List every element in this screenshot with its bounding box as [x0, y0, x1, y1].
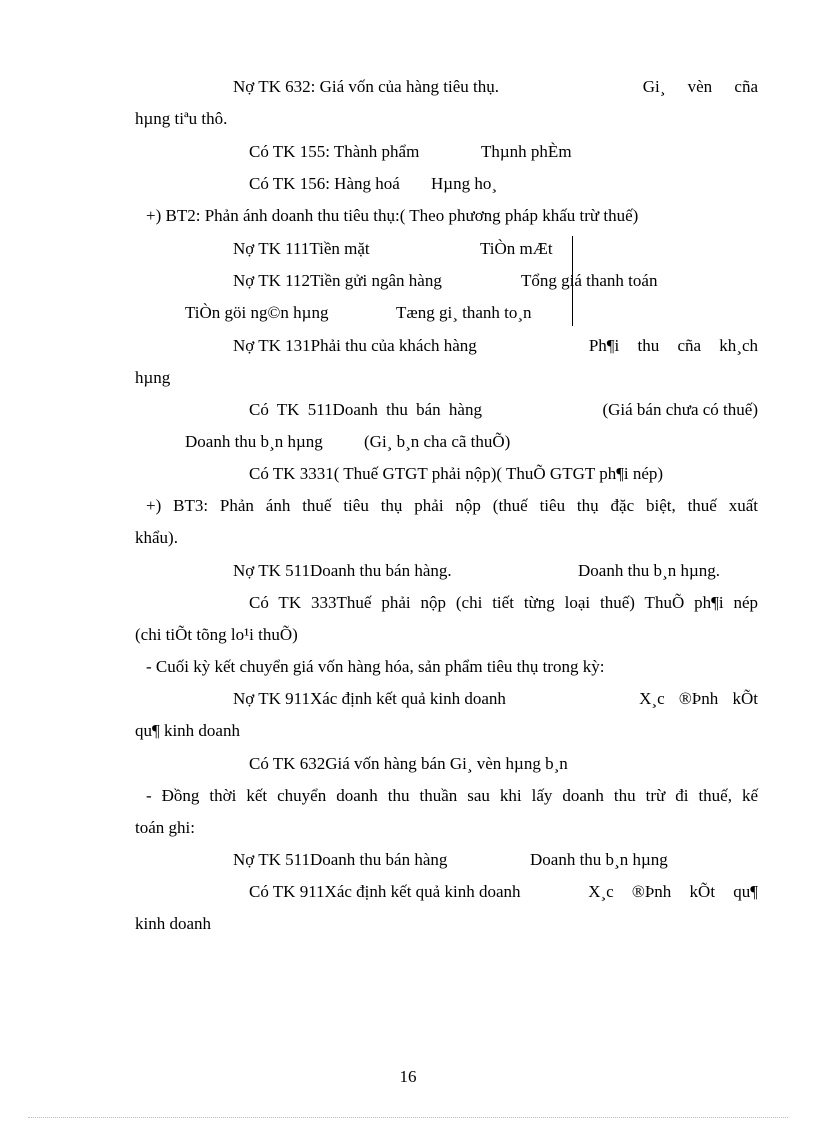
text-line — [233, 688, 758, 710]
text-line — [249, 399, 758, 421]
text-line — [233, 335, 758, 357]
text-line: qu¶ kinh doanh — [135, 721, 240, 740]
page-number: 16 — [399, 1067, 417, 1086]
text-segment: Nợ TK 632: Giá vốn của hàng tiêu thụ. — [233, 77, 499, 96]
text-segment: Ph¶i thu cña kh¸ch — [588, 336, 758, 355]
text-line: hµng tiªu thô. — [135, 109, 228, 128]
text-segment: X¸c ®Þnh kÕt qu¶ — [588, 882, 758, 901]
text-line: Nợ TK 112Tiền gửi ngân hàng — [233, 271, 442, 290]
text-line: - Cuối kỳ kết chuyển giá vốn hàng hóa, sản phẩm tiêu thụ trong kỳ: — [146, 657, 605, 676]
text-line: Tổng giá thanh toán — [521, 271, 658, 290]
text-line: +) BT2: Phản ánh doanh thu tiêu thụ:( Theo phương pháp khấu trừ thuế) — [146, 206, 639, 225]
text-segment: Nợ TK 911Xác định kết quả kinh doanh — [233, 689, 506, 708]
text-line: Doanh thu b¸n hµng. — [578, 561, 721, 580]
text-line: hµng — [135, 368, 171, 387]
text-line: (Gi¸ b¸n cha cã thuÕ) — [364, 432, 511, 451]
text-line: Thµnh phÈm — [481, 142, 572, 161]
text-line: (chi tiÕt tõng lo¹i thuÕ) — [135, 625, 298, 644]
text-segment: Có TK 911Xác định kết quả kinh doanh — [249, 882, 521, 901]
text-line: Có TK 156: Hàng hoá — [249, 174, 400, 193]
text-line: Hµng ho¸ — [431, 174, 497, 193]
text-line: Có TK 632Giá vốn hàng bán Gi¸ vèn hµng b¸n — [249, 754, 568, 773]
text-line: Nợ TK 511Doanh thu bán hàng. — [233, 561, 452, 580]
text-line: toán ghi: — [135, 818, 195, 837]
text-line: TiÒn mÆt — [480, 239, 553, 258]
text-line: Có TK 3331( Thuế GTGT phải nộp)( ThuÕ GTGT ph¶i nép) — [249, 464, 664, 483]
text-segment: Có TK 511Doanh thu bán hàng — [249, 400, 482, 419]
text-line: Doanh thu b¸n hµng — [185, 432, 323, 451]
text-line: TiÒn göi ng©n hµng — [185, 303, 329, 322]
text-line: Có TK 333Thuế phải nộp (chi tiết từng loại thuế) ThuÕ ph¶i nép — [249, 593, 758, 612]
text-line: +) BT3: Phản ánh thuế tiêu thụ phải nộp (thuế tiêu thụ đặc biệt, thuế xuất — [146, 496, 758, 515]
text-segment: Nợ TK 131Phải thu của khách hàng — [233, 336, 477, 355]
text-line: kinh doanh — [135, 914, 212, 933]
text-line: Tæng gi¸ thanh to¸n — [396, 303, 532, 322]
text-line: Nợ TK 511Doanh thu bán hàng — [233, 850, 448, 869]
text-segment: X¸c ®Þnh kÕt — [639, 689, 758, 708]
footer-divider — [28, 1117, 788, 1118]
text-line: Nợ TK 111Tiền mặt — [233, 239, 370, 258]
text-line: - Đồng thời kết chuyển doanh thu thuần sau khi lấy doanh thu trừ đi thuế, kế — [146, 786, 758, 805]
text-line: Doanh thu b¸n hµng — [530, 850, 668, 869]
brace-line — [572, 236, 573, 326]
text-segment: (Giá bán chưa có thuế) — [602, 400, 758, 419]
text-line — [249, 881, 758, 903]
text-line — [233, 76, 758, 98]
text-line: khẩu). — [135, 528, 178, 547]
text-line: Có TK 155: Thành phẩm — [249, 142, 420, 161]
text-segment: Gi¸ vèn cña — [642, 77, 758, 96]
